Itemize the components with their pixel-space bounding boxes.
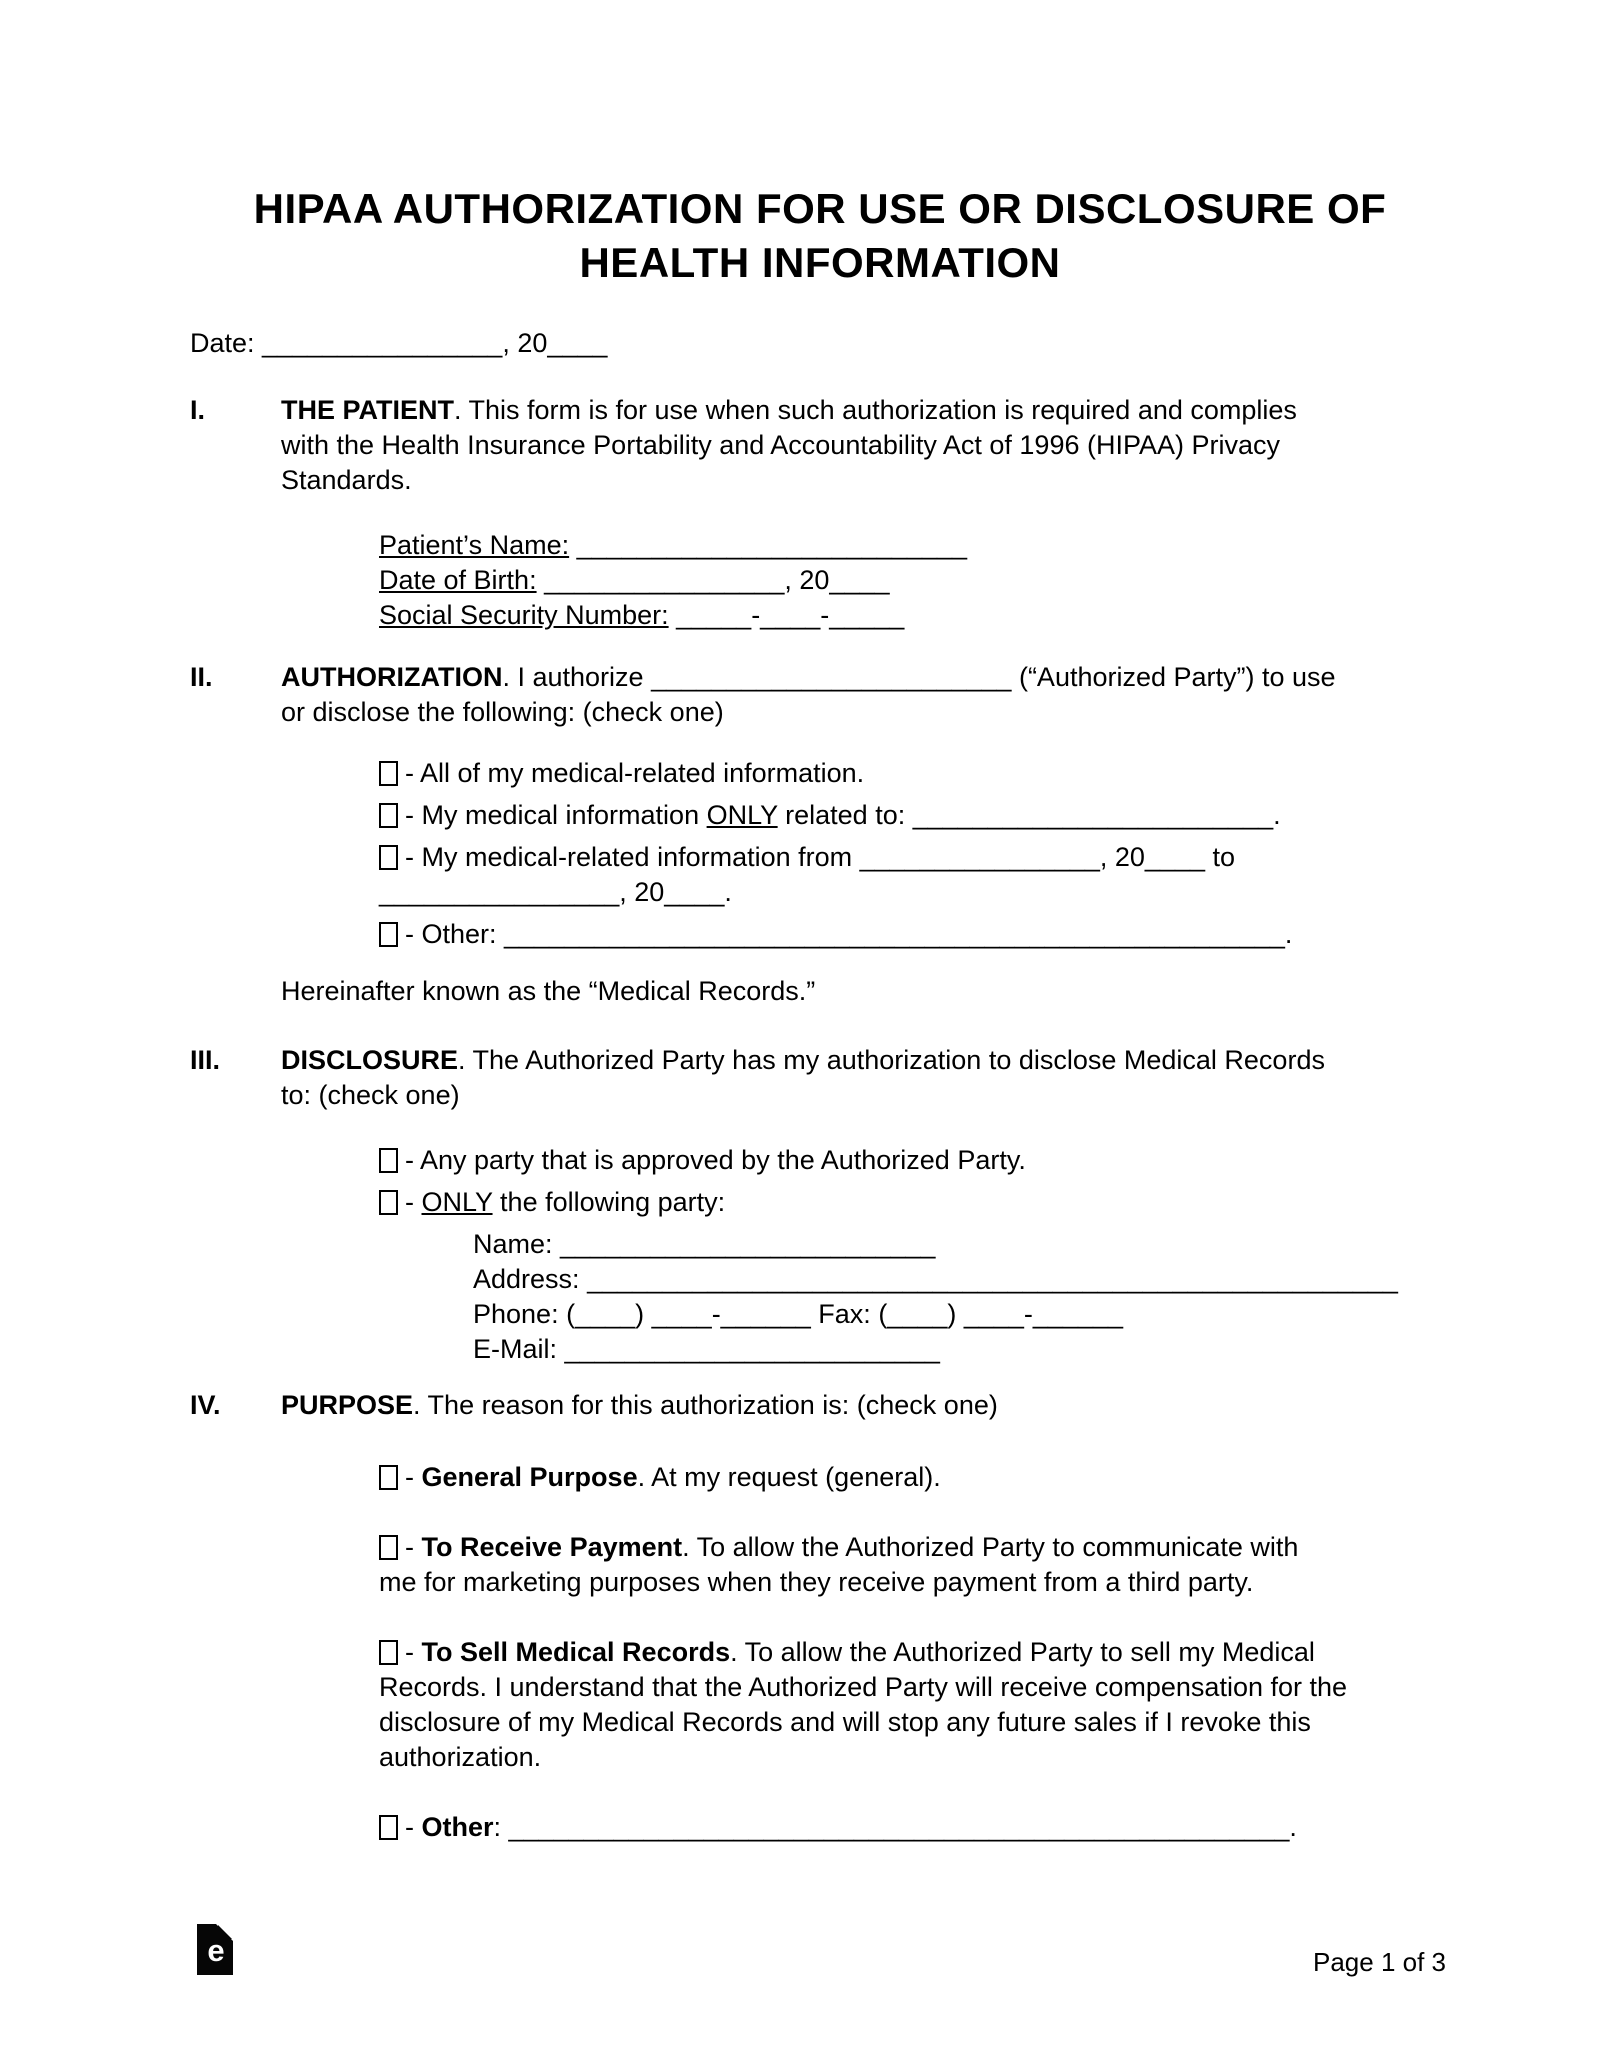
- option-receive-payment-prefix: -: [405, 1532, 422, 1562]
- section2-text-line2: or disclose the following: (check one): [281, 697, 724, 727]
- party-fields: [473, 1227, 1450, 1367]
- date-label: Date:: [190, 328, 255, 358]
- option-date-range: [379, 840, 1450, 910]
- section2-heading: AUTHORIZATION: [281, 662, 503, 692]
- section1-text-line1: . This form is for use when such authorization is required and complies: [454, 395, 1297, 425]
- option-only-related: [379, 798, 1450, 833]
- option-only-related-post: related to: ________________________.: [777, 800, 1281, 830]
- patient-ssn-blank[interactable]: _____-____-_____: [668, 600, 905, 630]
- section1-text-line3: Standards.: [281, 465, 412, 495]
- option-general-purpose-prefix: -: [405, 1462, 422, 1492]
- patient-dob-line: [379, 563, 1450, 598]
- patient-ssn-line: [379, 598, 1450, 633]
- title-line-1: HIPAA AUTHORIZATION FOR USE OR DISCLOSURE OF: [253, 185, 1387, 232]
- option-other-info: [379, 917, 1450, 952]
- option-sell-records: [379, 1635, 1450, 1775]
- party-fax-blank[interactable]: (____) ____-______: [870, 1299, 1124, 1329]
- section3-numeral: III.: [190, 1045, 221, 1075]
- option-all-medical-info: [379, 756, 1450, 791]
- party-name-label: Name:: [473, 1229, 553, 1259]
- option-only-related-word: ONLY: [706, 800, 778, 830]
- party-address-label: Address:: [473, 1264, 580, 1294]
- option-other-purpose-title: Other: [421, 1812, 494, 1842]
- hereinafter-note: Hereinafter known as the “Medical Records.”: [281, 976, 816, 1006]
- party-name-line: [473, 1227, 1450, 1262]
- option-only-party-post: the following party:: [492, 1187, 726, 1217]
- title-line-2: HEALTH INFORMATION: [579, 239, 1061, 286]
- option-date-range-line1: - My medical-related information from ________________, 20____ to: [405, 842, 1236, 872]
- option-only-related-pre: - My medical information: [405, 800, 707, 830]
- section3-text-line2: to: (check one): [281, 1080, 460, 1110]
- patient-fields: [379, 528, 1450, 633]
- section-purpose: [190, 1388, 1450, 1880]
- patient-name-blank[interactable]: __________________________: [569, 530, 968, 560]
- option-receive-payment-text2: me for marketing purposes when they receive payment from a third party.: [379, 1567, 1254, 1597]
- section4-heading: PURPOSE: [281, 1390, 414, 1420]
- party-phone-line: [473, 1297, 1450, 1332]
- party-fax-label: Fax:: [818, 1299, 871, 1329]
- option-general-purpose-title: General Purpose: [421, 1462, 638, 1492]
- patient-name-label: Patient’s Name:: [379, 530, 570, 560]
- page-number: Page 1 of 3: [1313, 1947, 1446, 1977]
- patient-ssn-label: Social Security Number:: [379, 600, 669, 630]
- section1-text-line2: with the Health Insurance Portability and Accountability Act of 1996 (HIPAA) Privacy: [281, 430, 1280, 460]
- patient-dob-blank[interactable]: ________________: [536, 565, 785, 595]
- option-receive-payment-title: To Receive Payment: [421, 1532, 683, 1562]
- eforms-logo-letter: e: [207, 1933, 225, 1968]
- date-line: [190, 326, 1450, 361]
- party-address-line: [473, 1262, 1450, 1297]
- date-year-blank[interactable]: ____: [547, 328, 608, 358]
- checkbox-only-party[interactable]: [379, 1190, 398, 1215]
- option-general-purpose-text: . At my request (general).: [637, 1462, 941, 1492]
- option-sell-records-text2: Records. I understand that the Authorized Party will receive compensation for the: [379, 1672, 1348, 1702]
- checkbox-other-purpose[interactable]: [379, 1815, 398, 1840]
- option-general-purpose: [379, 1460, 1450, 1495]
- option-other-purpose: [379, 1810, 1450, 1845]
- section-disclosure: [190, 1043, 1450, 1367]
- section-authorization: [190, 660, 1450, 1009]
- section4-paragraph: [281, 1388, 1450, 1423]
- authorization-options: [379, 756, 1450, 952]
- party-email-blank[interactable]: _________________________: [557, 1334, 940, 1364]
- section4-numeral: IV.: [190, 1390, 221, 1420]
- section3-text-line1: . The Authorized Party has my authorization to disclose Medical Records: [458, 1045, 1325, 1075]
- date-blank[interactable]: ________________: [254, 328, 503, 358]
- patient-dob-label: Date of Birth:: [379, 565, 537, 595]
- section-the-patient: [190, 393, 1450, 633]
- checkbox-all-medical-info[interactable]: [379, 761, 398, 786]
- checkbox-date-range[interactable]: [379, 845, 398, 870]
- option-receive-payment: [379, 1530, 1450, 1600]
- checkbox-general-purpose[interactable]: [379, 1465, 398, 1490]
- party-phone-blank[interactable]: (____) ____-______: [558, 1299, 819, 1329]
- patient-dob-year-prefix: , 20: [784, 565, 830, 595]
- party-name-blank[interactable]: _________________________: [552, 1229, 936, 1259]
- party-phone-label: Phone:: [473, 1299, 559, 1329]
- section3-heading: DISCLOSURE: [281, 1045, 459, 1075]
- purpose-options: [379, 1460, 1450, 1845]
- checkbox-other-info[interactable]: [379, 922, 398, 947]
- option-only-party: [379, 1185, 1450, 1220]
- section1-numeral: I.: [190, 395, 206, 425]
- party-email-line: [473, 1332, 1450, 1367]
- option-sell-records-text4: authorization.: [379, 1742, 542, 1772]
- document-title: [190, 182, 1450, 290]
- option-any-party-label: - Any party that is approved by the Authorized Party.: [405, 1145, 1026, 1175]
- section2-numeral: II.: [190, 662, 213, 692]
- checkbox-any-party[interactable]: [379, 1148, 398, 1173]
- section1-paragraph: [281, 393, 1450, 498]
- option-receive-payment-text1: . To allow the Authorized Party to communicate with: [682, 1532, 1299, 1562]
- section2-paragraph: [281, 660, 1450, 730]
- patient-name-line: [379, 528, 1450, 563]
- checkbox-receive-payment[interactable]: [379, 1535, 398, 1560]
- option-sell-records-title: To Sell Medical Records: [421, 1637, 731, 1667]
- option-any-party: [379, 1143, 1450, 1178]
- section4-text-line1: . The reason for this authorization is: (check one): [413, 1390, 998, 1420]
- disclosure-options: [379, 1143, 1450, 1367]
- option-all-medical-info-label: - All of my medical-related information.: [405, 758, 865, 788]
- party-email-label: E-Mail:: [473, 1334, 558, 1364]
- option-only-party-pre: -: [405, 1187, 422, 1217]
- option-sell-records-prefix: -: [405, 1637, 422, 1667]
- option-sell-records-text3: disclosure of my Medical Records and will stop any future sales if I revoke this: [379, 1707, 1311, 1737]
- option-other-purpose-prefix: -: [405, 1812, 422, 1842]
- checkbox-sell-records[interactable]: [379, 1640, 398, 1665]
- option-sell-records-text1: . To allow the Authorized Party to sell my Medical: [730, 1637, 1315, 1667]
- checkbox-only-related[interactable]: [379, 803, 398, 828]
- option-other-info-label: - Other: ____________________________________________________.: [405, 919, 1293, 949]
- option-other-purpose-blank[interactable]: : ____________________________________________________.: [493, 1812, 1297, 1842]
- option-only-party-word: ONLY: [421, 1187, 493, 1217]
- patient-dob-year-blank[interactable]: ____: [829, 565, 890, 595]
- section3-paragraph: [281, 1043, 1450, 1113]
- section1-heading: THE PATIENT: [281, 395, 454, 425]
- option-date-range-line2: ________________, 20____.: [379, 877, 732, 907]
- section2-text-line1: . I authorize ________________________ (“Authorized Party”) to use: [502, 662, 1336, 692]
- party-address-blank[interactable]: ______________________________________________________: [579, 1264, 1398, 1294]
- date-year-prefix: , 20: [502, 328, 548, 358]
